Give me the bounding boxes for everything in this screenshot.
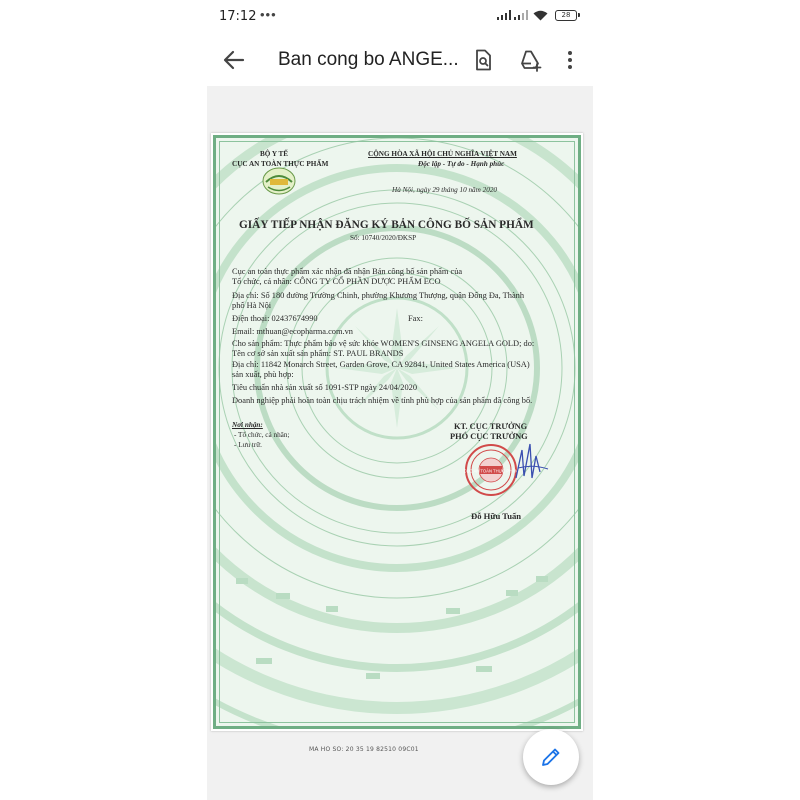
phone-screen: [207, 0, 593, 800]
recipient-item-2: - Lưu trữ.: [234, 441, 262, 449]
pencil-icon: [540, 746, 562, 768]
signer-name: Đỗ Hữu Tuấn: [471, 511, 522, 521]
body-line-1: Cục an toàn thực phẩm xác nhận đã nhận Bản công bố sản phẩm của: [232, 267, 463, 276]
recipients-title: Nơi nhận:: [232, 421, 263, 429]
body-line-12: Doanh nghiệp phải hoàn toàn chịu trách nhiệm về tính phù hợp của sản phẩm đã công bố.: [232, 396, 533, 405]
sign-title-2: PHÓ CỤC TRƯỞNG: [450, 432, 528, 441]
app-toolbar: [207, 34, 593, 86]
body-line-6: Email: mthuan@ecopharma.com.vn: [232, 327, 353, 336]
agency-logo-icon: [262, 166, 296, 196]
agency-name: CỤC AN TOÀN THỰC PHẨM: [232, 160, 329, 168]
notification-dots: •••: [260, 7, 277, 22]
body-line-7: Cho sản phẩm: Thực phẩm bảo vệ sức khỏe WOMEN'S GINSENG ANGELA GOLD; do:: [232, 339, 535, 348]
document-page: [211, 133, 583, 731]
document-title: Ban cong bo ANGE...: [278, 49, 459, 70]
sign-title-1: KT. CỤC TRƯỞNG: [454, 422, 528, 431]
certificate: [213, 135, 581, 729]
body-line-11: Tiêu chuẩn nhà sản xuất số 1091-STP ngày 24/04/2020: [232, 383, 418, 392]
edit-fab-button[interactable]: [523, 729, 579, 785]
certificate-number: Số: 10740/2020/ĐKSP: [350, 234, 417, 242]
status-bar: [207, 0, 593, 34]
body-line-9: Địa chỉ: 11842 Monarch Street, Garden Grove, CA 92841, United States America (USA): [232, 360, 530, 369]
body-line-4: phố Hà Nội: [232, 301, 272, 310]
seal-text: CỤC AN TOÀN THỰC PHẨM: [464, 468, 518, 474]
ministry-name: BỘ Y TẾ: [260, 150, 289, 158]
body-line-5: Điện thoại: 02437674990: [232, 314, 318, 323]
arrow-left-icon[interactable]: [221, 48, 247, 72]
document-search-icon[interactable]: [471, 48, 495, 72]
signal-2-icon: [514, 10, 529, 20]
signature-icon: [488, 438, 568, 488]
body-line-10: sản xuất, phù hợp:: [232, 370, 294, 379]
issue-date: Hà Nội, ngày 29 tháng 10 năm 2020: [392, 186, 498, 194]
signal-1-icon: [497, 10, 512, 20]
pdf-viewer[interactable]: [207, 86, 593, 800]
body-line-8: Tên cơ sở sản xuất sản phẩm: ST. PAUL BRANDS: [232, 349, 404, 358]
document-code: MA HO SO: 20 35 19 82510 09C01: [309, 746, 419, 753]
more-vert-icon[interactable]: [558, 48, 582, 72]
battery-icon: 28: [555, 10, 577, 21]
country-name: CỘNG HÒA XÃ HỘI CHỦ NGHĨA VIỆT NAM: [368, 150, 517, 158]
body-line-3: Địa chỉ: Số 180 đường Trường Chinh, phường Khương Thượng, quận Đống Đa, Thành: [232, 291, 525, 300]
national-motto: Độc lập - Tự do - Hạnh phúc: [418, 160, 505, 168]
wifi-icon: [533, 10, 548, 21]
status-time: 17:12: [219, 9, 257, 24]
drive-add-icon[interactable]: [518, 48, 542, 72]
certificate-title: GIẤY TIẾP NHẬN ĐĂNG KÝ BẢN CÔNG BỐ SẢN PHẨM: [239, 219, 534, 231]
body-line-2: Tổ chức, cá nhân: CÔNG TY CỔ PHẦN DƯỢC PHẨM ECO: [232, 277, 441, 286]
recipient-item-1: - Tổ chức, cá nhân;: [234, 431, 290, 439]
fax-label: Fax:: [408, 314, 423, 323]
